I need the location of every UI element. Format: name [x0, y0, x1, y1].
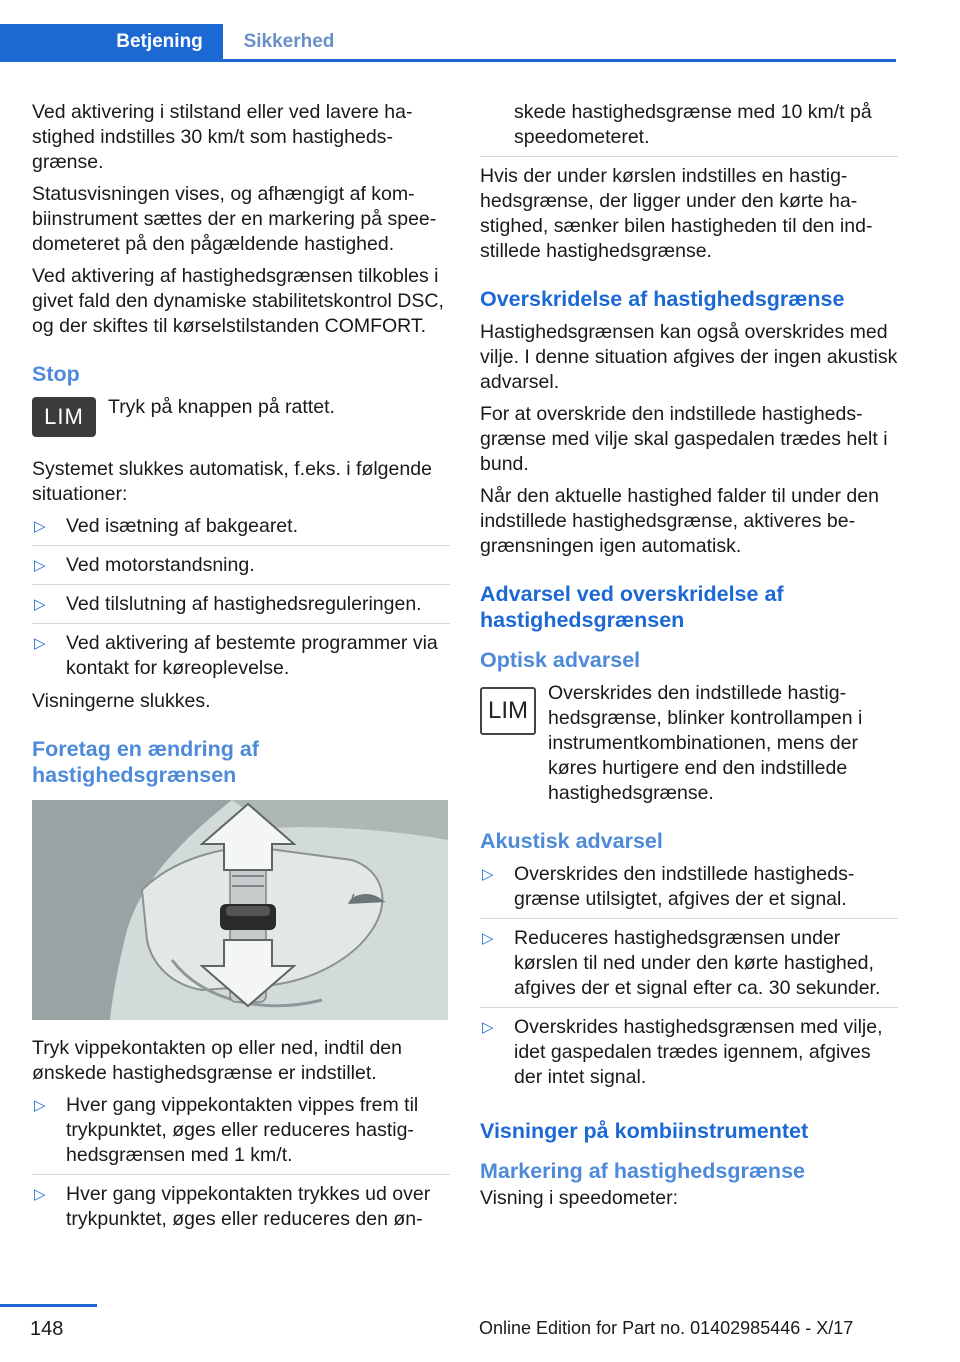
triangle-bullet-icon: ▷	[482, 866, 494, 883]
auto-off-list	[32, 514, 450, 687]
tab-sikkerhed[interactable]: Sikkerhed	[224, 24, 354, 59]
list-item-text: Hver gang vippekontakten trykkes ud over trykpunktet, øges eller reduceres den øn-	[66, 1183, 431, 1230]
heading-stop: Stop	[32, 362, 80, 386]
heading-warning: Advarsel ved overskridelse af hastighedsgrænsen	[480, 582, 784, 632]
triangle-bullet-icon: ▷	[34, 518, 46, 535]
list-item	[480, 926, 898, 1008]
triangle-bullet-icon: ▷	[34, 596, 46, 613]
paragraph-exceed-3: Når den aktuelle hastighed falder til under den indstillede hastighedsgrænse, aktiveres begrænsningen igen automatisk.	[480, 485, 879, 557]
list-item	[32, 514, 450, 546]
footer-accent-line	[0, 1304, 97, 1307]
list-item-text: Reduceres hastighedsgrænsen under kørslen til ned under den kørte hastighed, afgives der et signal efter ca. 30 sekunder.	[514, 927, 881, 999]
rocker-list	[32, 1093, 450, 1238]
lim-button-icon: LIM	[32, 397, 96, 437]
triangle-bullet-icon: ▷	[34, 635, 46, 652]
list-item-text: Overskrides den indstillede hastighedsgrænse utilsigtet, afgives der et signal.	[514, 863, 855, 910]
paragraph-exceed-2: For at overskride den indstillede hastighedsgrænse med vilje skal gaspedalen trædes helt i bund.	[480, 403, 888, 475]
heading-exceed: Overskridelse af hastighedsgrænse	[480, 287, 845, 311]
stop-instruction	[32, 395, 450, 447]
heading-acoustic-warning: Akustisk advarsel	[480, 829, 663, 853]
list-item-text: Ved motorstandsning.	[66, 554, 255, 576]
paragraph-exceed-1: Hastighedsgrænsen kan også overskrides med vilje. I denne situation afgives der ingen akustisk advarsel.	[480, 321, 898, 393]
heading-marking: Markering af hastighedsgrænse	[480, 1159, 805, 1183]
steering-wheel-rocker-image	[32, 800, 448, 1020]
page-number: 148	[30, 1318, 64, 1340]
list-item-text: Ved tilslutning af hastighedsreguleringen.	[66, 593, 422, 615]
list-item	[480, 862, 898, 919]
list-item	[32, 592, 450, 624]
list-item	[32, 553, 450, 585]
paragraph-auto-off: Systemet slukkes automatisk, f.eks. i følgende situationer:	[32, 458, 432, 505]
footer-edition: Online Edition for Part no. 01402985446 - X/17	[479, 1318, 854, 1338]
right-column	[480, 100, 898, 1218]
list-item-text: Hver gang vippekontakten vippes frem til trykpunktet, øges eller reduceres hastighedsgrænsen med 1 km/t.	[66, 1094, 419, 1166]
tab-lead-fill	[0, 24, 96, 59]
paragraph-displays-off: Visningerne slukkes.	[32, 690, 211, 712]
paragraph-status-display: Statusvisningen vises, og afhængigt af kombiinstrument sættes der en markering på speedometeret på den pågældende hastighed.	[32, 183, 437, 255]
paragraph-set-below: Hvis der under kørslen indstilles en hastighedsgrænse, der ligger under den kørte hastighed, sænker bilen hastigheden til den indstillede hastighedsgrænse.	[480, 165, 873, 262]
lim-indicator-lamp-icon: LIM	[480, 687, 536, 735]
left-column	[32, 100, 450, 1245]
list-item-text: Ved aktivering af bestemte programmer via kontakt for køreoplevelse.	[66, 632, 438, 679]
list-item-text: Overskrides hastighedsgrænsen med vilje, idet gaspedalen trædes igennem, afgives der intet signal.	[514, 1016, 883, 1088]
chapter-tab-bar	[0, 24, 896, 62]
triangle-bullet-icon: ▷	[34, 1097, 46, 1114]
list-item	[480, 1015, 898, 1096]
stop-text: Tryk på knappen på rattet.	[108, 396, 335, 418]
optic-warning-text: Overskrides den indstillede hastighedsgrænse, blinker kontrollampen i instrumentkombinationen, mens der køres hurtigere end den indstillede hastighedsgrænse.	[548, 682, 863, 804]
steering-wheel-illustration	[32, 800, 448, 1020]
list-item	[32, 1182, 450, 1238]
paragraph-rocker: Tryk vippekontakten op eller ned, indtil den ønskede hastighedsgrænse er indstillet.	[32, 1037, 402, 1084]
heading-change-limit: Foretag en ændring af hastighedsgrænsen	[32, 737, 259, 787]
acoustic-list	[480, 862, 898, 1096]
heading-optic-warning: Optisk advarsel	[480, 648, 641, 672]
triangle-bullet-icon: ▷	[482, 1019, 494, 1036]
list-item	[32, 1093, 450, 1175]
tab-betjening[interactable]: Betjening	[96, 24, 223, 59]
triangle-bullet-icon: ▷	[34, 557, 46, 574]
paragraph-continuation: skede hastighedsgrænse med 10 km/t på speedometeret.	[480, 100, 898, 157]
paragraph-dsc-comfort: Ved aktivering af hastighedsgrænsen tilkobles i givet fald den dynamiske stabilitetskontrol DSC, og der skiftes til kørselstilstanden COMFORT.	[32, 265, 444, 337]
paragraph-activation-standstill: Ved aktivering i stilstand eller ved lavere hastighed indstilles 30 km/t som hastighedsgrænse.	[32, 101, 413, 173]
triangle-bullet-icon: ▷	[482, 930, 494, 947]
heading-displays: Visninger på kombiinstrumentet	[480, 1119, 809, 1143]
list-item	[32, 631, 450, 687]
paragraph-speedometer: Visning i speedometer:	[480, 1187, 679, 1209]
triangle-bullet-icon: ▷	[34, 1186, 46, 1203]
optic-warning-block	[480, 681, 898, 806]
list-item-text: Ved isætning af bakgearet.	[66, 515, 298, 537]
